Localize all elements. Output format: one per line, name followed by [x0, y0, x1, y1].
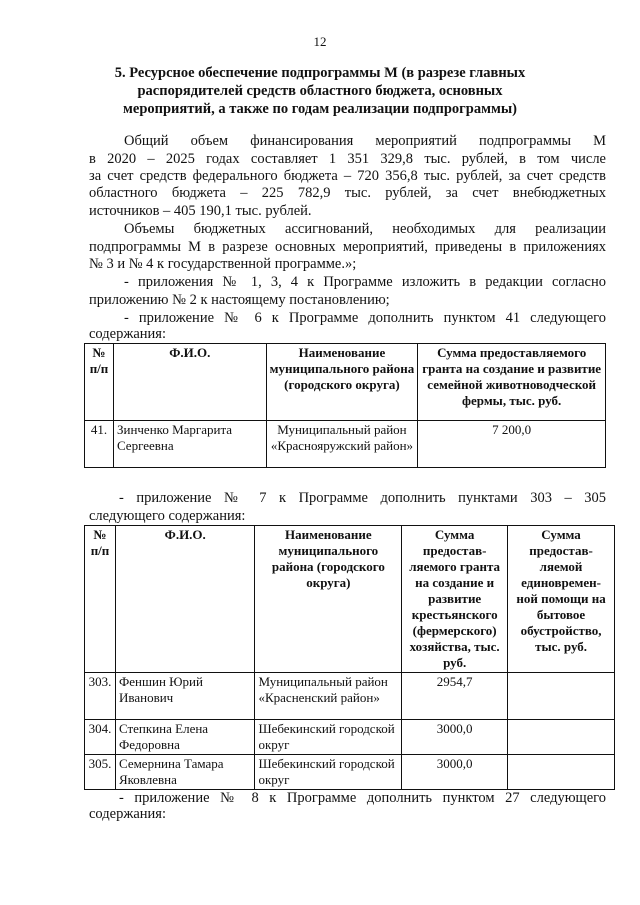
heading-line: 5. Ресурсное обеспечение подпрограммы М (в разрезе главных	[114, 65, 526, 81]
paragraph-line: - приложение № 7 к Программе дополнить пунктами 303 – 305	[119, 490, 606, 506]
cell-grant-sum: 3000,0	[402, 720, 508, 755]
page-number: 12	[313, 34, 327, 49]
paragraph-line: подпрограммы М в разрезе основных мероприятий, приведены в приложениях	[89, 239, 606, 255]
table-header-row	[85, 526, 615, 673]
heading-line: распорядителей средств областного бюджета, основных	[137, 83, 503, 99]
heading-line: мероприятий, а также по годам реализации подпрограммы)	[123, 101, 517, 117]
cell-number: 303.	[85, 673, 116, 720]
col-header-number: № п/п	[85, 344, 114, 421]
cell-fio: Феншин Юрий Иванович	[115, 673, 255, 720]
section-heading	[110, 64, 530, 118]
cell-number: 305.	[85, 755, 116, 790]
cell-grant-sum: 2954,7	[402, 673, 508, 720]
paragraph-line: Общий объем финансирования мероприятий подпрограммы М	[124, 133, 606, 149]
table-row	[85, 673, 615, 720]
col-header-sum: Сумма предоставляемого гранта на создание и развитие семейной животноводческой фермы, тыс. руб.	[418, 344, 606, 421]
col-header-grant-sum: Сумма предостав-ляемого гранта на создание и развитие крестьянского (фермерского) хозяйства, тыс. руб.	[402, 526, 508, 673]
table-grant-family-farm	[84, 343, 606, 468]
cell-district: Шебекинский городской округ	[255, 720, 402, 755]
paragraph-line: содержания:	[89, 326, 167, 342]
paragraph-line: областного бюджета – 225 782,9 тыс. рублей, за счет внебюджетных	[89, 185, 606, 201]
col-header-district: Наименование муниципального района (городского округа)	[266, 344, 418, 421]
col-header-aid-sum: Сумма предостав-ляемой единовремен-ной помощи на бытовое обустройство, тыс. руб.	[508, 526, 615, 673]
cell-fio: Семернина Тамара Яковлевна	[115, 755, 255, 790]
col-header-fio: Ф.И.О.	[113, 344, 266, 421]
table-grant-peasant-farm	[84, 525, 615, 790]
cell-number: 304.	[85, 720, 116, 755]
table-row	[85, 421, 606, 468]
paragraph-line: приложению № 2 к настоящему постановлению;	[89, 292, 390, 308]
cell-aid-sum	[508, 755, 615, 790]
table-row	[85, 755, 615, 790]
cell-fio: Степкина Елена Федоровна	[115, 720, 255, 755]
paragraph-line: - приложение № 8 к Программе дополнить пунктом 27 следующего	[119, 790, 606, 806]
cell-fio: Зинченко Маргарита Сергеевна	[113, 421, 266, 468]
cell-number: 41.	[85, 421, 114, 468]
cell-grant-sum: 3000,0	[402, 755, 508, 790]
paragraph-line: за счет средств федерального бюджета – 720 356,8 тыс. рублей, за счет средств	[89, 168, 606, 184]
cell-sum: 7 200,0	[418, 421, 606, 468]
col-header-district: Наименование муниципального района (городского округа)	[255, 526, 402, 673]
paragraph-line: № 3 и № 4 к государственной программе.»;	[89, 256, 357, 272]
table-header-row	[85, 344, 606, 421]
cell-aid-sum	[508, 673, 615, 720]
cell-district: Муниципальный район «Красненский район»	[255, 673, 402, 720]
table-row	[85, 720, 615, 755]
col-header-fio: Ф.И.О.	[115, 526, 255, 673]
cell-aid-sum	[508, 720, 615, 755]
paragraph-line: - приложения № 1, 3, 4 к Программе изложить в редакции согласно	[124, 274, 606, 290]
paragraph-line: следующего содержания:	[89, 508, 246, 524]
paragraph-line: в 2020 – 2025 годах составляет 1 351 329,8 тыс. рублей, в том числе	[89, 151, 606, 167]
col-header-number: № п/п	[85, 526, 116, 673]
paragraph-line: - приложение № 6 к Программе дополнить пунктом 41 следующего	[124, 310, 606, 326]
paragraph-line: содержания:	[89, 806, 167, 822]
paragraph-line: источников – 405 190,1 тыс. рублей.	[89, 203, 312, 219]
cell-district: Шебекинский городской округ	[255, 755, 402, 790]
cell-district: Муниципальный район «Краснояружский район»	[266, 421, 418, 468]
paragraph-line: Объемы бюджетных ассигнований, необходимых для реализации	[124, 221, 606, 237]
